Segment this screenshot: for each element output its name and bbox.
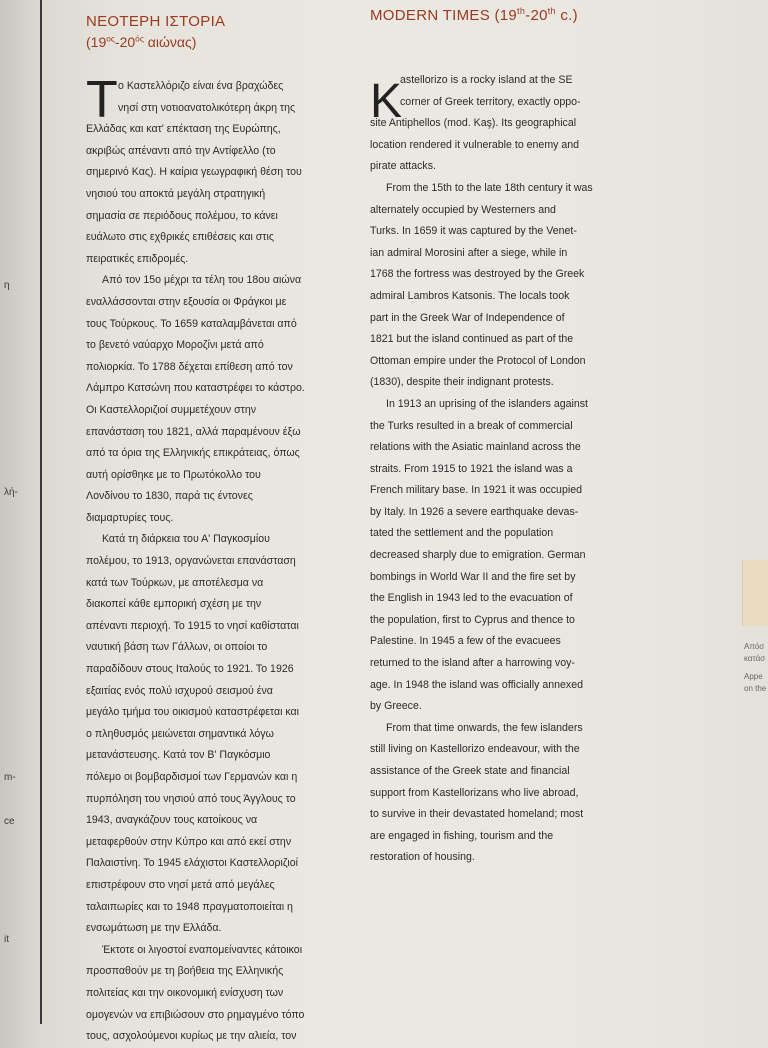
text-line: τους Τούρκους. Το 1659 καταλαμβάνεται από <box>86 317 297 330</box>
fragment: ce <box>4 816 15 827</box>
text-line: support from Kastellorizans who live abroad, <box>370 786 579 799</box>
fragment: m- <box>4 772 16 783</box>
text-line: tated the settlement and the population <box>370 527 554 540</box>
text-line: διακοπεί κάθε εμπορική σχέση με την <box>86 598 262 611</box>
text-line: Έκτοτε οι λιγοστοί εναπομείναντες κάτοικοι <box>102 943 303 956</box>
text-line: the English in 1943 led to the evacuation of <box>370 592 573 605</box>
text-line: by Greece. <box>370 700 422 713</box>
text-line: πολέμου, το 1913, οργανώνεται επανάσταση <box>86 555 296 568</box>
greek-drop-cap: Τ <box>86 71 118 129</box>
text-line: πόλεμο οι βομβαρδισμοί των Γερμανών και η <box>86 771 298 783</box>
text-line: Οι Καστελλοριζιοί συμμετέχουν στην <box>86 403 257 416</box>
subtitle-sup: ος <box>106 33 115 44</box>
text-line: (1830), despite their indignant protests. <box>370 376 554 389</box>
title-part: c.) <box>555 7 578 24</box>
text-line: νησιού του αποκτά μεγάλη στρατηγική <box>86 187 266 200</box>
text-line: Ελλάδας και κατ' επέκταση της Ευρώπης, <box>86 123 281 136</box>
text-line: assistance of the Greek state and financial <box>370 765 570 777</box>
text-line: Από τον 15ο μέχρι τα τέλη του 18ου αιώνα <box>102 274 302 287</box>
text-line: Παλαιστίνη. Το 1945 ελάχιστοι Καστελλοριζιοί <box>86 857 298 870</box>
english-column <box>370 6 622 864</box>
text-line: part in the Greek War of Independence of <box>370 311 565 324</box>
text-line: the population, first to Cyprus and thence to <box>370 613 575 626</box>
text-line: ευάλωτο στις εχθρικές επιθέσεις και στις <box>86 231 274 244</box>
text-line: astellorizo is a rocky island at the SE <box>400 74 573 86</box>
text-line: site Antiphellos (mod. Kaş). Its geographical <box>370 117 577 130</box>
text-line: straits. From 1915 to 1921 the island was a <box>370 462 573 475</box>
text-line: εναλλάσσονται στην εξουσία οι Φράγκοι με <box>86 295 287 308</box>
text-line: From the 15th to the late 18th century it was <box>386 181 593 194</box>
text-line: προσπαθούν με τη βοήθεια της Ελληνικής <box>86 965 284 978</box>
text-line: restoration of housing. <box>370 851 475 864</box>
text-line: returned to the island after a harrowing voy- <box>370 657 575 670</box>
title-part: MODERN TIMES (19 <box>370 7 518 24</box>
caption-line: on the <box>744 684 767 693</box>
fragment: it <box>4 934 9 945</box>
text-line: πειρατικές επιδρομές. <box>86 252 189 265</box>
text-line: decreased sharply due to emigration. German <box>370 549 586 562</box>
text-line: σημασία σε περιόδους πολέμου, το κάνει <box>86 209 278 222</box>
text-line: ο πληθυσμός μειώνεται σημαντικά λόγω <box>86 727 274 740</box>
text-line: 1768 the fortress was destroyed by the Greek <box>370 268 585 281</box>
text-line: μετανάστευσης. Κατά τον Β' Παγκόσμιο <box>86 749 271 762</box>
text-line: επιστρέφουν στο νησί μετά από μεγάλες <box>86 878 275 891</box>
text-line: ακριβώς απέναντι από την Αντίφελλο (το <box>86 144 276 157</box>
title-sup: th <box>517 6 526 16</box>
greek-subtitle <box>86 32 348 52</box>
text-line: τους, ασχολούμενοι κυρίως με την αλιεία, τον <box>86 1030 297 1043</box>
text-line: pirate attacks. <box>370 160 436 173</box>
text-line: Turks. In 1659 it was captured by the Venet- <box>370 225 577 238</box>
text-line: ταλαιπωρίες και το 1948 πραγματοποιείται η <box>86 900 293 913</box>
subtitle-part: (19 <box>86 34 107 50</box>
text-line: to survive in their devastated homeland; most <box>370 808 584 821</box>
text-line: still living on Kastellorizo endeavour, with the <box>370 743 580 756</box>
text-line: location rendered it vulnerable to enemy and <box>370 138 580 151</box>
subtitle-part: αιώνας) <box>143 34 197 50</box>
title-sup: th <box>547 6 556 16</box>
text-line: αυτή ορίσθηκε με το Πρωτόκολλο του <box>86 468 261 481</box>
text-line: bombings in World War II and the fire set by <box>370 570 576 583</box>
text-line: πολιτείας και την οικονομική ενίσχυση των <box>86 986 284 999</box>
text-line: ενσωμάτωση με την Ελλάδα. <box>86 922 222 935</box>
english-body-text <box>370 70 625 869</box>
greek-body-text <box>86 71 351 1048</box>
english-title <box>370 6 622 26</box>
text-line: παραδίδουν στους Ιταλούς το 1921. Το 1926 <box>86 663 294 676</box>
text-line: Palestine. In 1945 a few of the evacuees <box>370 635 561 648</box>
text-line: French military base. In 1921 it was occupied <box>370 484 582 497</box>
text-line: by Italy. In 1926 a severe earthquake devas- <box>370 505 579 518</box>
text-line: εξαιτίας ενός πολύ ισχυρού σεισμού ένα <box>86 684 273 697</box>
text-line: alternately occupied by Westerners and <box>370 203 556 216</box>
greek-title: ΝΕΟΤΕΡΗ ΙΣΤΟΡΙΑ <box>86 13 226 30</box>
text-line: 1943, αναγκάζουν τους κατοίκους να <box>86 814 258 827</box>
text-line: Ottoman empire under the Protocol of London <box>370 354 586 367</box>
text-line: νησί στη νοτιοανατολικότερη άκρη της <box>118 101 296 114</box>
text-line: ο Καστελλόριζο είναι ένα βραχώδες <box>118 80 284 92</box>
text-line: ομογενών να επιβιώσουν στο ρημαγμένο τόπο <box>86 1008 305 1021</box>
text-line: διαμαρτυρίες τους. <box>86 511 174 524</box>
text-line: the Turks resulted in a break of commercial <box>370 419 573 432</box>
text-line: επανάσταση του 1821, αλλά παραμένουν έξω <box>86 425 301 438</box>
text-line: από τα όρια της Ελληνικής επικράτειας, όπως <box>86 447 300 460</box>
text-line: 1821 but the island continued as part of the <box>370 333 574 346</box>
text-line: Κατά τη διάρκεια του Α' Παγκοσμίου <box>102 533 270 546</box>
caption-line: Απόσ <box>744 642 765 651</box>
text-line: Λονδίνου το 1830, παρά τις έντονες <box>86 490 253 503</box>
english-drop-cap: K <box>370 75 403 128</box>
text-line: In 1913 an uprising of the islanders against <box>386 397 589 410</box>
text-line: μεταφερθούν στην Κύπρο και από εκεί στην <box>86 835 292 848</box>
text-line: ναυτική βάση των Γάλλων, οι οποίοι το <box>86 641 268 654</box>
caption-line: κατάσ <box>744 654 766 663</box>
text-line: μεγάλο τμήμα του οικισμού καταστρέφεται και <box>86 706 300 719</box>
title-part: -20 <box>525 7 548 24</box>
subtitle-part: -20 <box>114 34 136 50</box>
text-line: are engaged in fishing, tourism and the <box>370 829 554 842</box>
text-line: σημερινό Κας). Η καίρια γεωγραφική θέση του <box>86 166 302 179</box>
text-line: corner of Greek territory, exactly oppo- <box>400 95 581 108</box>
text-line: το βενετό ναύαρχο Μοροζίνι μετά από <box>86 339 264 352</box>
greek-column <box>86 12 348 1043</box>
text-line: απέναντι περιοχή. Το 1915 το νησί καθίσταται <box>86 619 299 632</box>
text-line: ian admiral Morosini after a siege, while in <box>370 246 568 259</box>
text-line: admiral Lambros Katsonis. The locals took <box>370 289 570 302</box>
fragment: λή- <box>4 487 18 498</box>
text-line: From that time onwards, the few islanders <box>386 721 583 734</box>
text-line: relations with the Asiatic mainland across the <box>370 441 581 454</box>
column-rule <box>40 0 42 1024</box>
text-line: κατά των Τούρκων, με αποτέλεσμα να <box>86 576 264 589</box>
fragment: η <box>4 280 10 291</box>
text-line: Λάμπρο Κατσώνη που καταστρέφει το κάστρο. <box>86 382 305 395</box>
text-line: πολιορκία. Το 1788 δέχεται επίθεση από τον <box>86 360 293 373</box>
text-line: πυρπόληση του νησιού από τους Άγγλους το <box>86 792 296 805</box>
caption-line: Appe <box>744 672 763 681</box>
text-line: age. In 1948 the island was officially annexed <box>370 678 584 691</box>
photo-edge <box>742 560 768 626</box>
subtitle-sup: ός <box>135 33 144 44</box>
